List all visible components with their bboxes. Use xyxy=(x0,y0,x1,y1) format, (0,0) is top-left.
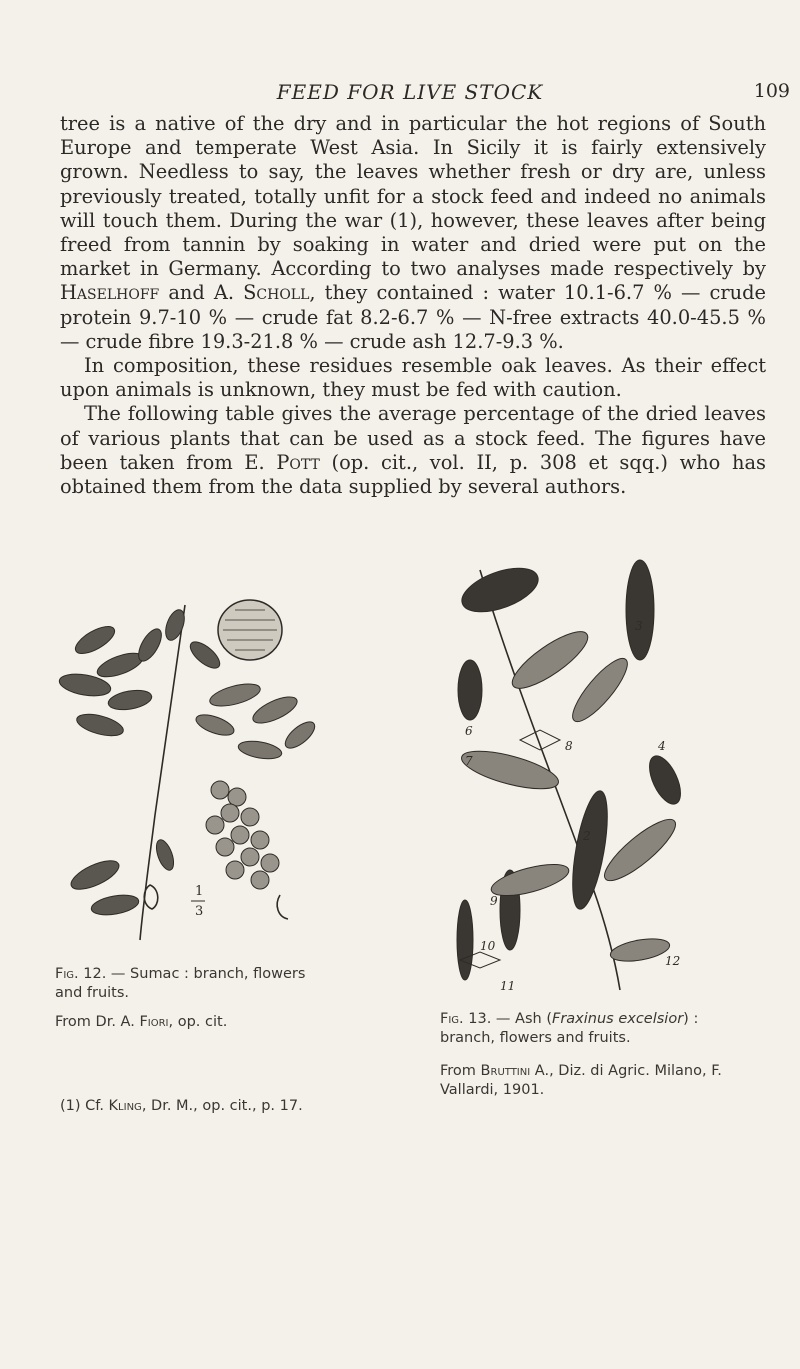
figure-13-label-8: 8 xyxy=(565,739,573,753)
paragraph-1-text-a: tree is a native of the dry and in particular the hot regions of South Europe and temperate West Asia. In Sicily it is fairly extensively grown. Needless to say, the leaves whether fresh or dry are, unless previously treated, totally unfit for a stock feed and indeed no animals will touch them. During the war (1), however, these leaves after being freed from tannin by soaking in water and dried were put on the market in Germany. According to two analyses made respectively by xyxy=(60,112,766,281)
footnote-text-a: (1) Cf. xyxy=(60,1098,109,1114)
figure-12-source-a: From Dr. A. xyxy=(55,1014,140,1030)
author-pott: Pott xyxy=(276,450,320,474)
paragraph-3 xyxy=(60,402,766,499)
page-header xyxy=(60,80,790,110)
figure-13 xyxy=(440,550,740,1100)
sumac-illustration xyxy=(55,585,325,955)
figure-12-label-1: 1 xyxy=(195,884,204,899)
figure-13-caption-b: ) : branch, flowers and fruits. xyxy=(440,1011,699,1046)
figure-12-source-name: Fiori xyxy=(139,1014,169,1030)
author-scholl: Scholl xyxy=(243,281,310,305)
figure-13-label-12: 12 xyxy=(665,954,681,968)
paragraph-1-text-c: , they contained : water 10.1-6.7 % — crude protein 9.7-10 % — crude fat 8.2-6.7 % — N-free extracts 40.0-45.5 % — crude fibre 19.3-21.8 % — crude ash 12.7-9.3 %. xyxy=(60,281,766,353)
figure-12-label-3: 3 xyxy=(195,904,204,919)
figure-12 xyxy=(55,585,335,1032)
figure-13-source-a: From xyxy=(440,1063,481,1079)
figure-12-caption-label: Fig. xyxy=(55,966,79,982)
figure-12-source xyxy=(55,1013,335,1032)
paragraph-1 xyxy=(60,112,766,354)
figure-13-label-6: 6 xyxy=(465,724,473,738)
figure-13-source-name: Bruttini xyxy=(480,1063,531,1079)
figure-13-source xyxy=(440,1062,740,1100)
footnote-text-b: , Dr. M., op. cit., p. 17. xyxy=(141,1098,303,1114)
figure-13-caption-a: 13. — Ash ( xyxy=(463,1011,552,1027)
figure-13-label-9: 9 xyxy=(490,894,498,908)
paragraph-3-text-a: The following table gives the average percentage of the dried leaves of various plants that can be used as a stock feed. The figures have been taken from E. xyxy=(60,402,766,474)
figure-13-caption-italic: Fraxinus excelsior xyxy=(551,1011,684,1027)
paragraph-2: In composition, these residues resemble oak leaves. As their effect upon animals is unknown, they must be fed with caution. xyxy=(60,354,766,402)
figure-12-caption-text: 12. — Sumac : branch, flowers and fruits. xyxy=(55,966,306,1001)
author-haselhoff: Haselhoff xyxy=(60,281,160,305)
paragraph-1-text-b: and A. xyxy=(159,281,244,305)
footnote-author: Kling xyxy=(108,1098,142,1114)
figure-13-label-7: 7 xyxy=(465,754,473,768)
figure-13-source-b: A., Diz. di Agric. Milano, F. Vallardi, 1901. xyxy=(440,1063,722,1098)
figure-13-label-11: 11 xyxy=(500,979,516,993)
figure-12-source-b: , op. cit. xyxy=(168,1014,228,1030)
figure-13-caption xyxy=(440,1010,740,1048)
paragraph-3-text-b: (op. cit., vol. II, p. 308 et sqq.) who has obtained them from the data supplied by several authors. xyxy=(60,450,766,499)
running-title: FEED FOR LIVE STOCK xyxy=(276,80,544,104)
ash-illustration xyxy=(440,550,700,1000)
figure-13-caption-label: Fig. xyxy=(440,1011,464,1027)
figure-13-label-2: 2 xyxy=(583,829,591,843)
footnote xyxy=(60,1098,303,1114)
figure-13-label-4: 4 xyxy=(658,739,666,753)
page-number: 109 xyxy=(753,80,790,102)
figure-13-label-3: 3 xyxy=(635,619,643,633)
figure-13-label-10: 10 xyxy=(480,939,496,953)
body-text xyxy=(60,112,766,499)
figure-12-caption xyxy=(55,965,335,1003)
